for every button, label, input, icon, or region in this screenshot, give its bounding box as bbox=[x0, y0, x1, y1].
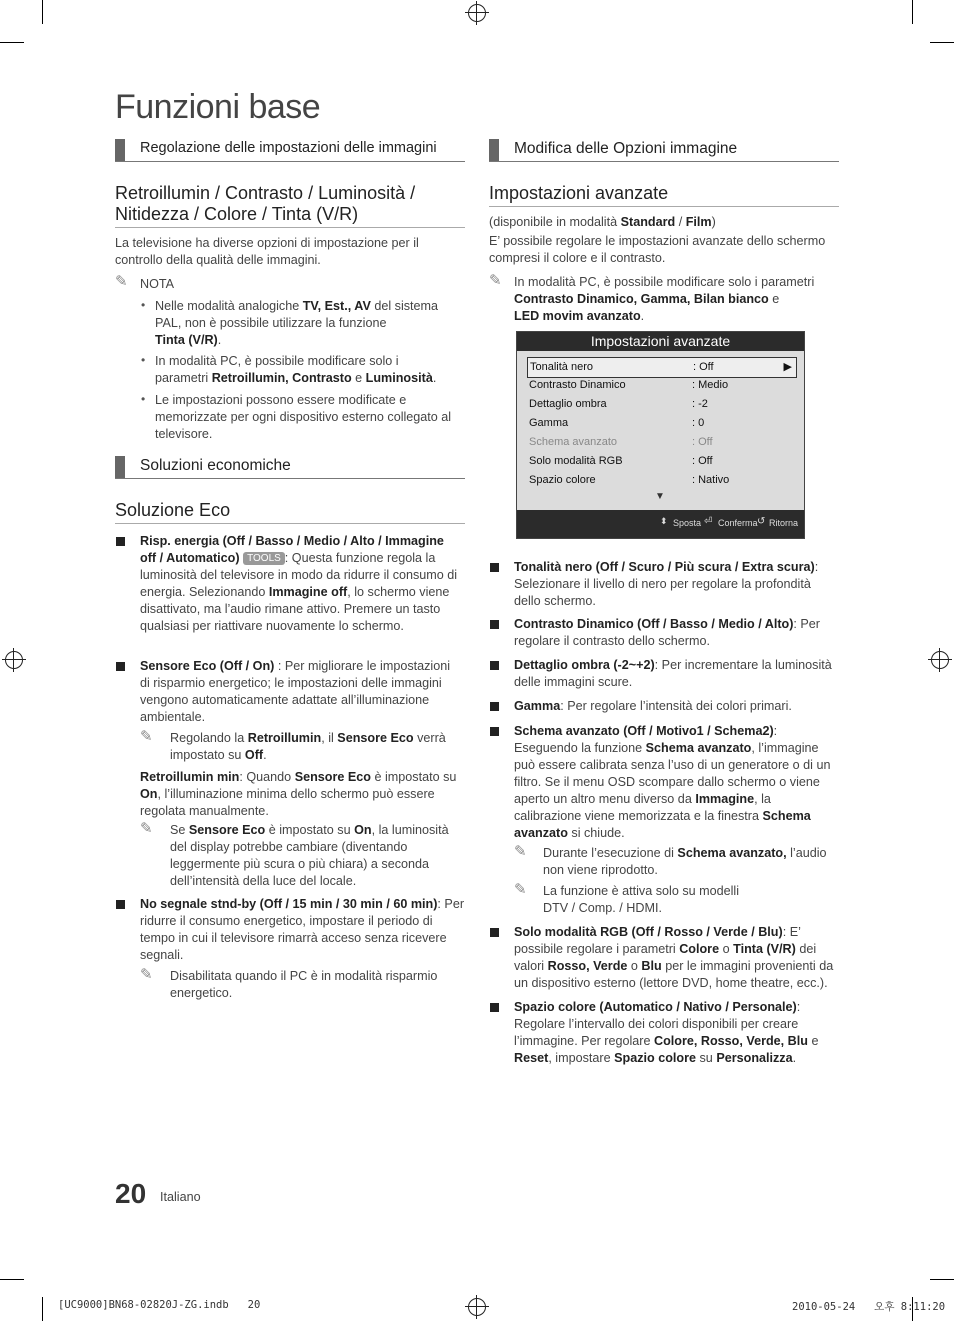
osd-row[interactable]: Gamma : 0 bbox=[529, 417, 705, 429]
eco-sensore-note: Regolando la Retroillumin, il Sensore Eco verrà impostato su Off. bbox=[170, 731, 446, 762]
bullet-dot: • bbox=[141, 353, 146, 367]
desc-dettaglio-ombra: Dettaglio ombra (-2~+2): Per incrementare la luminosità delle immagini scure. bbox=[514, 658, 832, 689]
bullet-square bbox=[490, 620, 499, 629]
crop-mark bbox=[42, 1297, 43, 1321]
language-label: Italiano bbox=[160, 1190, 201, 1204]
osd-row: Schema avanzato : Off bbox=[529, 436, 713, 448]
bullet-square bbox=[490, 702, 499, 711]
bullet-square bbox=[490, 928, 499, 937]
bullet-square bbox=[490, 1003, 499, 1012]
bullet-square bbox=[490, 661, 499, 670]
availability-note: (disponibile in modalità Standard / Film) bbox=[489, 215, 716, 229]
eco-no-segnale: No segnale stnd-by (Off / 15 min / 30 min / 60 min): Per ridurre il consumo energetico, impostare il periodo di tempo in cui il televisore rimarrà acceso senza ricevere segnali. bbox=[140, 897, 465, 962]
crop-mark bbox=[0, 1279, 24, 1280]
section-header: Regolazione delle impostazioni delle immagini bbox=[115, 139, 465, 162]
move-icon: ⬍ bbox=[660, 516, 668, 526]
tools-badge: TOOLS bbox=[243, 552, 285, 565]
desc-spazio-colore: Spazio colore (Automatico / Nativo / Personale): Regolare l’intervallo dei colori disponibili per creare l’immagine. Per regolare Colore, Rosso, Verde, Blu e Reset, impostare Spazio colore su Personalizza. bbox=[514, 1000, 819, 1065]
registration-mark-icon bbox=[468, 1298, 486, 1316]
note-icon: ✎ bbox=[115, 273, 128, 290]
crop-mark bbox=[0, 42, 24, 43]
note-icon: ✎ bbox=[514, 843, 527, 860]
osd-title: Impostazioni avanzate bbox=[517, 332, 804, 351]
note-icon: ✎ bbox=[514, 881, 527, 898]
desc-schema-avanzato: Schema avanzato (Off / Motivo1 / Schema2): Eseguendo la funzione Schema avanzato, l’immagine può essere calibrata senza l’uso di un generatore o di un filtro. Se il menu OSD scompare dallo schermo o viene aperto un altro menu diverso da Immagine, la calibrazione viene memorizzata e la finestra Schema avanzato si chiude. bbox=[514, 724, 831, 840]
bullet-square bbox=[490, 563, 499, 572]
note-icon: ✎ bbox=[489, 272, 502, 289]
return-icon: ↺ bbox=[757, 516, 766, 527]
note-icon: ✎ bbox=[140, 966, 153, 983]
osd-row[interactable]: Dettaglio ombra : -2 bbox=[529, 398, 708, 410]
bullet-dot: • bbox=[141, 298, 146, 312]
schema-note-audio: Durante l’esecuzione di Schema avanzato, l’audio non viene riprodotto. bbox=[543, 846, 827, 877]
page-number: 20 bbox=[115, 1178, 147, 1209]
schema-note-models: La funzione è attiva solo su modelli DTV / Comp. / HDMI. bbox=[543, 884, 740, 915]
desc-solo-rgb: Solo modalità RGB (Off / Rosso / Verde / Blu): E’ possibile regolare i parametri Colore o Tinta (V/R) dei valori Rosso, Verde o Blu per le immagini provenienti da un dispositivo esterno (lettore DVD, home theatre, ecc.). bbox=[514, 925, 834, 990]
registration-mark-icon bbox=[468, 4, 486, 22]
eco-retroillumin-min: Retroillumin min: Quando Sensore Eco è impostato su On, l’illuminazione minima dello schermo può essere regolata manualmente. bbox=[140, 770, 457, 818]
crop-mark bbox=[42, 0, 43, 24]
bullet-dot: • bbox=[141, 392, 146, 406]
eco-no-segnale-note: Disabilitata quando il PC è in modalità risparmio energetico. bbox=[170, 969, 438, 1000]
section-header: Modifica delle Opzioni immagine bbox=[489, 139, 839, 162]
osd-footer: ⬍ Sposta ⏎ Conferma ↺ Ritorna bbox=[517, 510, 804, 538]
desc-tonalita-nero: Tonalità nero (Off / Scuro / Più scura / Extra scura): Selezionare il livello di nero per regolare la profondità dello schermo. bbox=[514, 560, 819, 608]
pc-note: In modalità PC, è possibile modificare solo i parametri Contrasto Dinamico, Gamma, Bilan bianco e LED movim avanzato. bbox=[514, 275, 815, 323]
print-date: 2010-05-24 오후 8:11:20 bbox=[792, 1301, 946, 1313]
eco-risp-energia: Risp. energia (Off / Basso / Medio / Alto / Immagine off / Automatico) TOOLS : Questa funzione regola la luminosità del televisore in modo da ridurre il consumo di energia. Selezionando Immagine off, lo schermo viene disattivato, ma l’audio rimane attivo. Premere un tasto qualsiasi per riattivare nuovamente lo schermo. bbox=[140, 534, 458, 633]
arrow-right-icon: ▶ bbox=[783, 361, 792, 373]
crop-mark bbox=[930, 1279, 954, 1280]
osd-row[interactable]: Solo modalità RGB : Off bbox=[529, 455, 713, 467]
section-header: Soluzioni economiche bbox=[115, 456, 465, 479]
osd-row[interactable]: Spazio colore : Nativo bbox=[529, 474, 730, 486]
bullet-square bbox=[116, 662, 125, 671]
osd-row[interactable]: Contrasto Dinamico : Medio bbox=[529, 379, 729, 391]
enter-icon: ⏎ bbox=[704, 516, 713, 527]
desc-gamma: Gamma: Per regolare l’intensità dei colori primari. bbox=[514, 699, 792, 713]
desc-contrasto-dinamico: Contrasto Dinamico (Off / Basso / Medio / Alto): Per regolare il contrasto dello schermo. bbox=[514, 617, 821, 648]
scroll-down-icon[interactable]: ▼ bbox=[655, 491, 665, 502]
note-analog: Nelle modalità analogiche TV, Est., AV del sistema PAL, non è possibile utilizzare la funzione Tinta (V/R). bbox=[155, 299, 439, 347]
note-icon: ✎ bbox=[140, 728, 153, 745]
note-icon: ✎ bbox=[140, 820, 153, 837]
registration-mark-icon bbox=[931, 651, 949, 669]
page-title: Funzioni base bbox=[115, 88, 321, 126]
crop-mark bbox=[912, 0, 913, 24]
note-pc: In modalità PC, è possibile modificare solo i parametri Retroillumin, Contrasto e Luminosità. bbox=[155, 354, 437, 385]
heading-soluzione-eco: Soluzione Eco bbox=[115, 500, 465, 524]
bullet-square bbox=[490, 727, 499, 736]
bullet-square bbox=[116, 537, 125, 546]
crop-mark bbox=[930, 42, 954, 43]
heading-retroillumin: Retroillumin / Contrasto / Luminosità / Nitidezza / Colore / Tinta (V/R) bbox=[115, 183, 465, 228]
file-info: [UC9000]BN68-02820J-ZG.indb 20 bbox=[58, 1299, 261, 1311]
note-memory: Le impostazioni possono essere modificate e memorizzate per ogni dispositivo esterno collegato al televisore. bbox=[155, 393, 452, 441]
intro-paragraph: La televisione ha diverse opzioni di impostazione per il controllo della qualità delle immagini. bbox=[115, 236, 419, 267]
nota-label: NOTA bbox=[140, 277, 175, 291]
registration-mark-icon bbox=[5, 651, 23, 669]
bullet-square bbox=[116, 900, 125, 909]
heading-impostazioni-avanzate: Impostazioni avanzate bbox=[489, 183, 839, 207]
osd-row[interactable]: Tonalità nero : Off ▶ bbox=[527, 357, 797, 378]
eco-sensore: Sensore Eco (Off / On) : Per migliorare le impostazioni di risparmio energetico; le impostazioni delle immagini vengono automaticamente adattate all’illuminazione ambientale. bbox=[140, 659, 451, 724]
eco-sensore-note2: Se Sensore Eco è impostato su On, la luminosità del display potrebbe cambiare (diventando leggermente più scura o più chiara) a seconda dell’intensità della luce del locale. bbox=[170, 823, 449, 888]
intro-paragraph: E’ possibile regolare le impostazioni avanzate dello schermo compresi il colore e il contrasto. bbox=[489, 234, 826, 265]
osd-menu bbox=[516, 331, 805, 539]
